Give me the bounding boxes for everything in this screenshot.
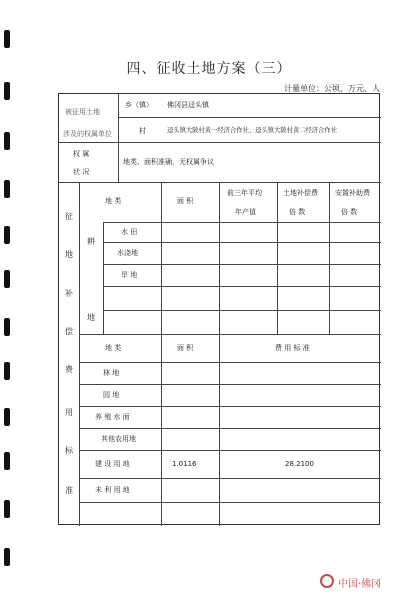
owner-section-label-1: 被征用土地	[65, 108, 100, 116]
land-acquisition-table	[58, 93, 380, 525]
watermark-seal	[320, 572, 406, 592]
t2-header-area: 面 积	[177, 344, 194, 352]
side-label-char: 标	[65, 446, 73, 455]
side-label-char: 用	[65, 408, 73, 417]
owner-section-label-2: 涉及的权属单位	[63, 130, 112, 138]
t2-row-type: 未 利 用 地	[95, 486, 130, 494]
t1-header-avg-1: 前三年平均	[227, 189, 262, 197]
t1-header-area: 面 积	[177, 197, 194, 205]
t2-header-land-type: 地 类	[105, 344, 122, 352]
side-label-char: 地	[65, 250, 73, 259]
t2-row-type: 林 地	[103, 369, 120, 377]
page-title: 四、征收土地方案（三）	[126, 61, 292, 77]
ownership-value: 地类、面积准确，无权属争议	[123, 158, 214, 166]
cultivated-label-char: 耕	[87, 237, 95, 246]
t2-row-type: 养 殖 水 面	[95, 413, 130, 421]
t1-header-comp-2: 倍 数	[289, 208, 306, 216]
t2-row-type: 园 地	[103, 391, 120, 399]
side-label-char: 补	[65, 289, 73, 298]
seal-text: 中国·佛冈	[338, 579, 382, 590]
binding-holes	[0, 0, 14, 600]
ownership-label-1: 权 属	[73, 150, 90, 158]
village-label: 村	[139, 127, 146, 135]
seal-logo-icon	[320, 574, 334, 588]
side-label-char: 偿	[65, 327, 73, 336]
t1-row-type: 水浇地	[117, 249, 138, 257]
side-label-char: 费	[65, 365, 73, 374]
unit-note: 计量单位：公顷、万元、人	[284, 84, 380, 93]
t2-row-type: 建 设 用 地	[95, 460, 130, 468]
t2-row-type: 其他农用地	[101, 435, 136, 443]
t2-construction-standard: 28.2100	[285, 460, 314, 468]
village-value: 迳头镇大陂村黄一经济合作社、迳头镇大陂村黄二经济合作社	[167, 127, 338, 134]
cultivated-label-char: 地	[87, 313, 95, 322]
side-label-char: 征	[65, 212, 73, 221]
t1-row-type: 旱 地	[121, 271, 138, 279]
t2-header-standard: 费 用 标 准	[275, 344, 310, 352]
t1-row-type: 水 田	[121, 228, 138, 236]
township-value: 佛冈县迳头镇	[167, 101, 209, 109]
t1-header-comp-1: 土地补偿费	[283, 189, 318, 197]
township-label: 乡（镇）	[125, 101, 153, 109]
t1-header-resettle-1: 安置补助费	[335, 189, 370, 197]
t1-header-avg-2: 年产值	[235, 208, 256, 216]
t1-header-resettle-2: 倍 数	[341, 208, 358, 216]
t2-construction-area: 1.0116	[172, 460, 197, 468]
ownership-label-2: 状 况	[73, 168, 90, 176]
t1-header-land-type: 地 类	[105, 197, 122, 205]
side-label-char: 准	[65, 486, 73, 495]
